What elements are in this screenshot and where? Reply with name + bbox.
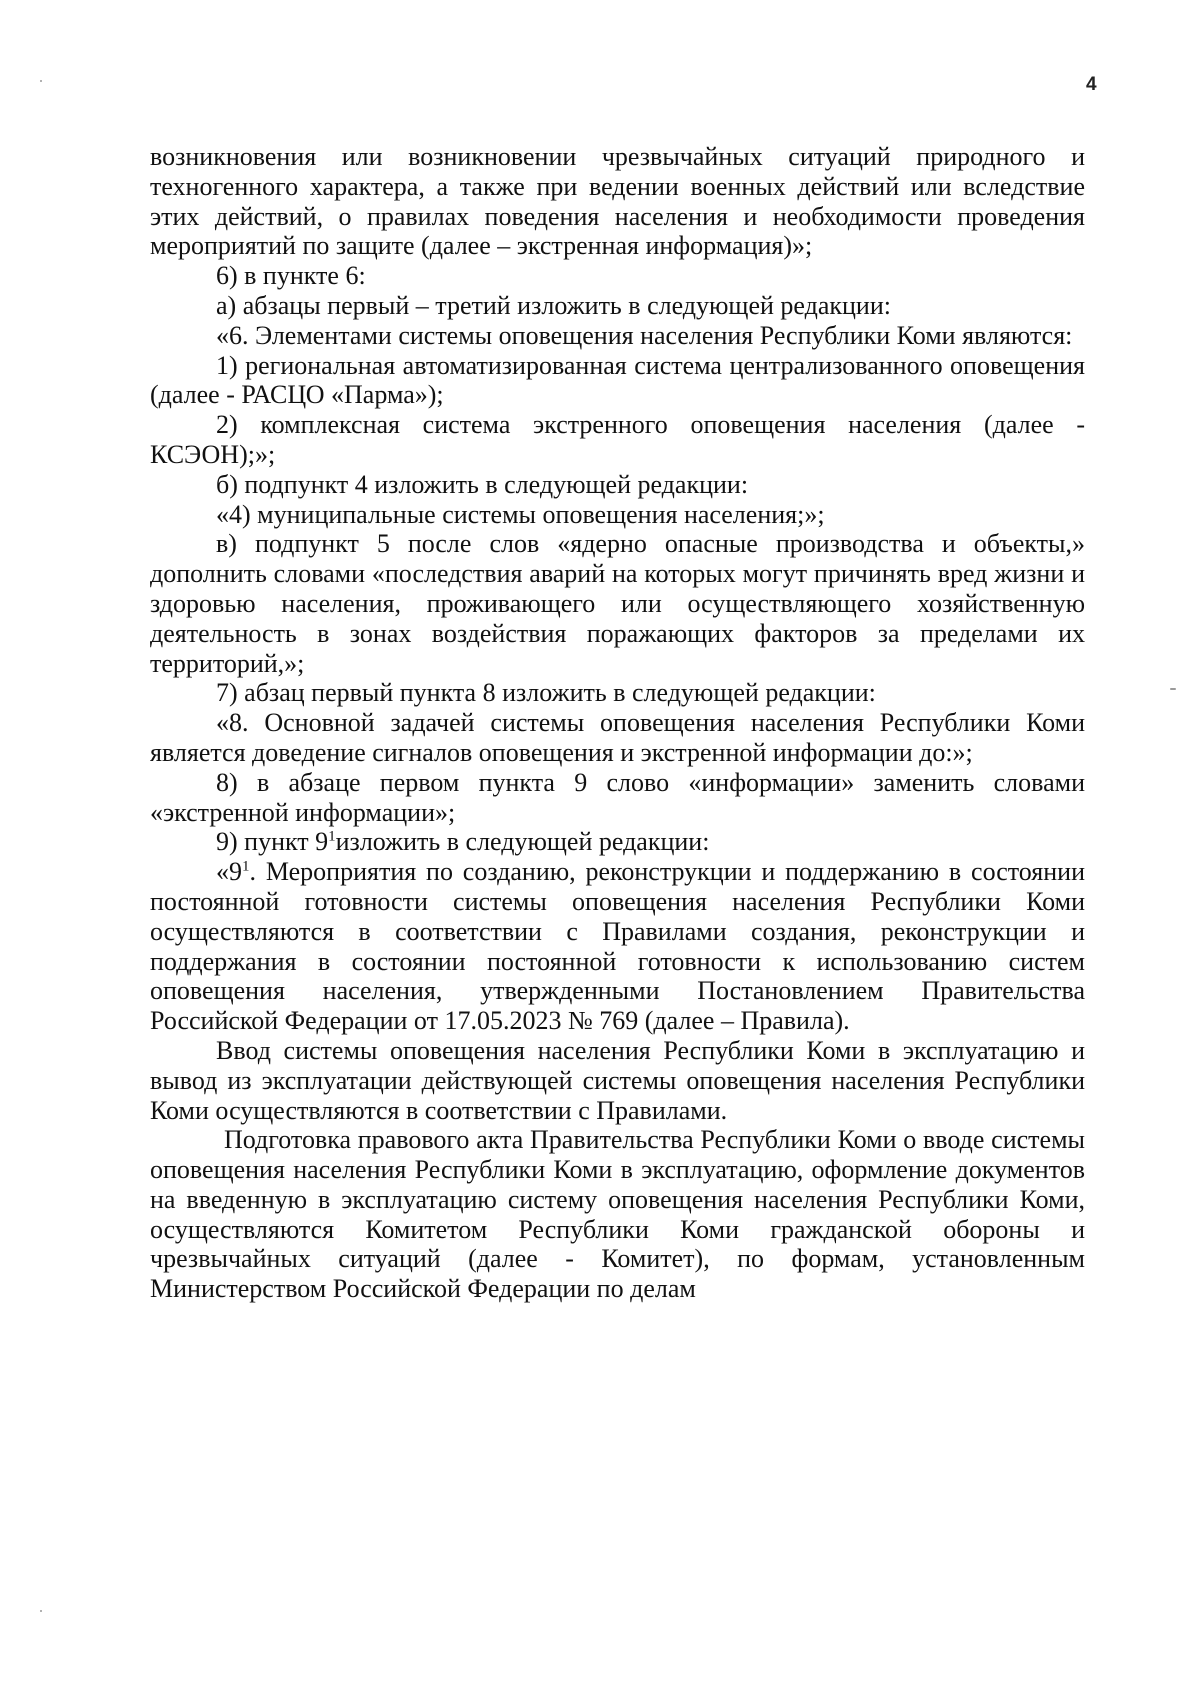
paragraph-14 — [150, 857, 1085, 1036]
paragraph-2: 6) в пункте 6: — [216, 261, 366, 291]
scan-speck — [40, 80, 42, 82]
paragraph-text: «9 — [216, 857, 242, 887]
paragraph-9: в) подпункт 5 после слов «ядерно опасные производства и объекты,» дополнить словами «последствия аварий на которых могут причинять вред жизни и здоровью населения, проживающего или осуществляющего хозяйственную деятельность в зонах воздействия поражающих факторов за пределами их территорий,»; — [150, 529, 1085, 678]
paragraph-11: «8. Основной задачей системы оповещения населения Республики Коми является доведение сигналов оповещения и экстренной информации до:»; — [150, 708, 1085, 767]
page-number: 4 — [1086, 74, 1097, 95]
superscript: 1 — [328, 828, 336, 845]
paragraph-7: б) подпункт 4 изложить в следующей редакции: — [216, 469, 749, 499]
paragraph-15: Ввод системы оповещения населения Республики Коми в эксплуатацию и вывод из эксплуатации действующей системы оповещения населения Республики Коми осуществляются в соответствии с Правилами. — [150, 1035, 1085, 1125]
superscript: 1 — [242, 858, 250, 875]
document-body — [150, 142, 1085, 1304]
paragraph-8: «4) муниципальные системы оповещения населения;»; — [216, 499, 825, 529]
scan-speck — [1170, 688, 1176, 690]
paragraph-text: . Мероприятия по созданию, реконструкции и поддержанию в состоянии постоянной готовности системы оповещения населения Республики Коми осуществляются в соответствии с Правилами создания, реконструкции и поддержания в состоянии постоянной готовности к использованию систем оповещения населения, утвержденными Постановлением Правительства Российской Федерации от 17.05.2023 № 769 (далее – Правила). — [150, 857, 1085, 1036]
scan-speck — [40, 1610, 42, 1612]
paragraph-text: 9) пункт 9 — [216, 827, 329, 857]
paragraph-10: 7) абзац первый пункта 8 изложить в следующей редакции: — [216, 678, 876, 708]
paragraph-5: 1) региональная автоматизированная система централизованного оповещения (далее - РАСЦО «Парма»); — [150, 350, 1085, 410]
paragraph-3: а) абзацы первый – третий изложить в следующей редакции: — [216, 290, 891, 320]
paragraph-4: «6. Элементами системы оповещения населения Республики Коми являются: — [216, 320, 1073, 350]
paragraph-text: изложить в следующей редакции: — [335, 827, 710, 857]
paragraph-16: Подготовка правового акта Правительства Республики Коми о вводе системы оповещения населения Республики Коми в эксплуатацию, оформление документов на введенную в эксплуатацию систему оповещения населения Республики Коми, осуществляются Комитетом Республики Коми гражданской обороны и чрезвычайных ситуаций (далее - Комитет), по формам, установленным Министерством Российской Федерации по делам — [150, 1125, 1085, 1304]
paragraph-1: возникновения или возникновении чрезвычайных ситуаций природного и техногенного характера, а также при ведении военных действий или вследствие этих действий, о правилах поведения населения и необходимости проведения мероприятий по защите (далее – экстренная информация)»; — [150, 142, 1085, 261]
paragraph-6: 2) комплексная система экстренного оповещения населения (далее - КСЭОН);»; — [150, 410, 1085, 469]
paragraph-12: 8) в абзаце первом пункта 9 слово «информации» заменить словами «экстренной информации»; — [150, 767, 1085, 827]
paragraph-13 — [150, 827, 1085, 857]
